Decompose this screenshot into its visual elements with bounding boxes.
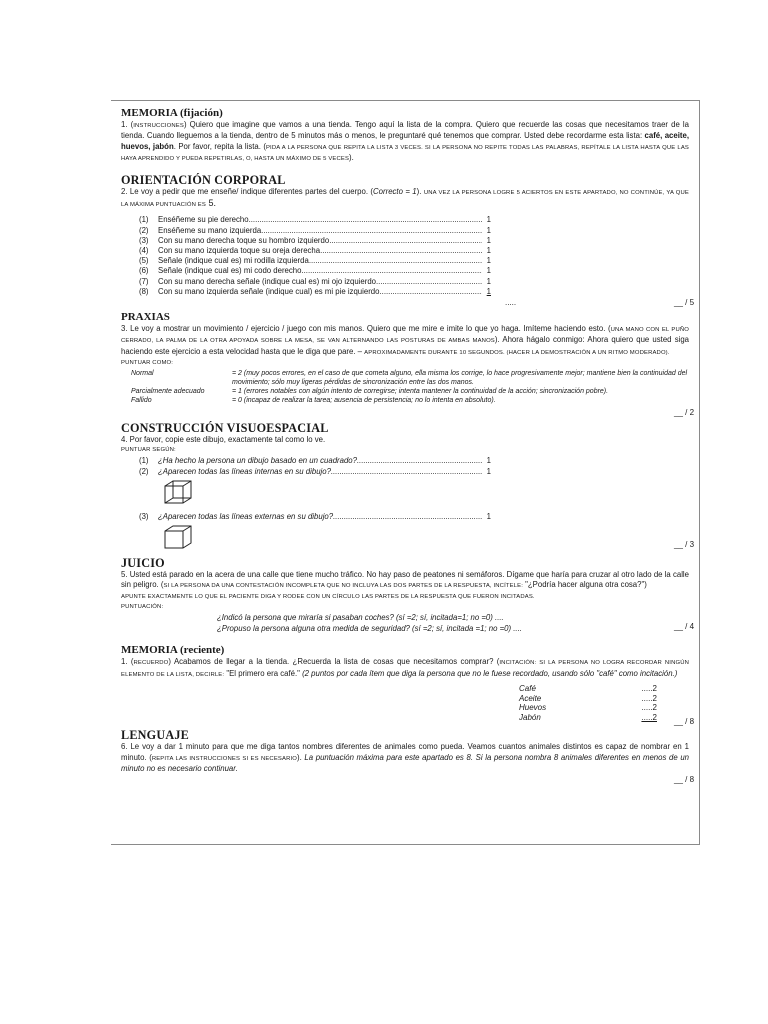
text-run: 3. Le voy a mostrar un movimiento / ejercicio / juego con mis manos. Quiero que me mire e imite lo que yo haga. Imíteme haciendo esto. (	[121, 323, 611, 333]
text-run: "El primero era café."	[224, 668, 303, 678]
leader-dots	[357, 456, 482, 466]
rating-label: Parcialmente adecuado	[131, 387, 205, 395]
section-title-orientacion: ORIENTACIÓN CORPORAL	[121, 172, 286, 187]
leader-dots	[320, 246, 482, 256]
item-number: (3)	[139, 235, 149, 245]
text-run: ).	[349, 153, 354, 163]
leader-dots	[333, 512, 482, 522]
item-text: Señale (indique cual es) mi rodilla izquierda.	[158, 256, 311, 266]
item-text: Enséñeme su mano izquierda	[158, 225, 262, 235]
list-item	[139, 456, 491, 466]
item-number: (7)	[139, 276, 149, 286]
item-points: 1	[486, 215, 491, 225]
item-number: (6)	[139, 266, 149, 276]
leader-dots	[304, 266, 482, 276]
recall-item-name: Aceite	[519, 693, 542, 703]
item-text: ¿Ha hecho la persona un dibujo basado en un cuadrado?	[158, 456, 357, 466]
item-text: Con su mano izquierda señale (indique cual) es mi pie izquierdo	[158, 286, 380, 296]
text-run: ) Acabamos de llegar a la tienda. ¿Recuerda la lista de cosas que necesitamos comprar? (	[168, 657, 500, 667]
item-number: (3)	[139, 512, 149, 522]
rating-description: = 2 (muy pocos errores, en el caso de que cometa alguno, ella misma los corrige, lo hace progresivamente mejor; mantiene bien la continuidad del movimiento; sólo muy ligeras pérdidas de sincronización entre las dos manos.	[232, 369, 688, 386]
item-number: (5)	[139, 256, 149, 266]
text-run: REPITA LAS INSTRUCCIONES SI ES NECESARIO	[151, 755, 297, 762]
list-item	[139, 236, 491, 246]
text-run: ).	[297, 752, 305, 762]
recall-item	[519, 694, 657, 704]
item-text: Señale (indique cual es) mi codo derecho.	[158, 266, 304, 276]
praxias-instructions	[121, 324, 689, 358]
rating-description: = 0 (incapaz de realizar la tarea; ausencia de persistencia; no lo intenta en absoluto).	[232, 396, 496, 404]
construccion-items	[139, 456, 491, 476]
item-points: 1	[486, 276, 491, 286]
list-item	[139, 266, 491, 276]
text-run: PIDA A LA PERSONA QUE REPITA LA LISTA 3 VECES. SI LA PERSONA NO REPITE TODAS LAS PALABRAS, REPÍTALE LA LISTA HASTA QUE LAS HAYA APRENDIDO Y PUEDA REPETIRLAS, O, HASTA UN MÁXIMO DE 5 VECES	[121, 144, 689, 163]
praxias-puntuar-label: PUNTUAR COMO:	[121, 360, 174, 367]
text-run: APROXIMADAMENTE DURANTE 10 SEGUNDOS. (HACER LA DEMOSTRACIÓN A UN RITMO MODERADO).	[364, 349, 670, 356]
item-points: 1	[486, 246, 491, 255]
item-text: Enséñeme su pie derecho	[158, 215, 249, 225]
item-number: (2)	[139, 225, 149, 235]
item-text: Con su mano derecha toque su hombro izquierdo	[158, 235, 330, 245]
text-run: . Por favor, repita la lista. (	[173, 141, 266, 151]
leader-dots	[378, 277, 482, 287]
text-run: UNA VEZ LA PERSONA LOGRE 5 ACIERTOS EN ESTE APARTADO, NO CONTINÚE, YA QUE LA MÁXIMA PUNTUACIÓN ES	[121, 189, 689, 209]
leader-dots	[261, 226, 482, 236]
text-run: La puntuación máxima para este apartado es 8. Si la persona nombra 8 animales diferentes en menos de un minuto no es necesario continuar.	[121, 752, 690, 774]
rating-row	[131, 396, 689, 405]
score-construccion: __ / 3	[674, 540, 695, 550]
recall-item-name: Huevos	[519, 703, 547, 713]
rating-label: Fallido	[131, 396, 152, 404]
text-run: INSTRUCCIONES	[133, 123, 184, 129]
recall-item-name: Café	[519, 684, 536, 693]
section-title-lenguaje: LENGUAJE	[121, 728, 189, 743]
recall-item-points: .....2	[641, 693, 657, 703]
construccion-puntuar-label: PUNTUAR SEGÚN:	[121, 446, 176, 453]
recall-item	[519, 703, 657, 713]
juicio-note: APUNTE EXACTAMENTE LO QUE EL PACIENTE DIGA Y RODEE CON UN CÍRCULO LAS PARTES DE LA RESPUESTA QUE FUERON INCITADAS.	[121, 593, 535, 600]
rating-description: = 1 (errores notables con algún intento de corregirse; intenta mantener la continuidad de la acción; sincronización pobre).	[232, 387, 609, 395]
item-text: ¿Aparecen todas las líneas externas en su dibujo?	[158, 512, 334, 522]
memoria-reciente-instructions	[121, 657, 689, 680]
document-content	[121, 107, 695, 787]
item-points: 1	[486, 456, 491, 466]
shopping-list-words: café, aceite, huevos, jabón	[121, 131, 689, 151]
item-number: (8)	[139, 286, 149, 296]
item-number: (1)	[139, 456, 149, 466]
text-run: 1. (	[121, 657, 134, 667]
text-run: RECUERDO	[133, 660, 169, 667]
recall-item-points: .....2	[641, 703, 657, 713]
rating-row	[131, 387, 689, 396]
item-points: 1	[486, 286, 491, 296]
score-memoria-reciente: __ / 8	[674, 717, 695, 726]
orientacion-items	[139, 215, 491, 297]
list-item	[139, 287, 491, 297]
text-run: 2. Le voy a pedir que me enseñe/ indique diferentes partes del cuerpo. (	[121, 186, 374, 196]
juicio-question-1: ¿Indicó la persona que miraría si pasaban coches? (sí =2; sí, incitada=1; no =0) ....	[217, 613, 504, 623]
list-item	[139, 226, 491, 236]
section-title-memoria-fijacion: MEMORIA (fijación)	[121, 107, 223, 119]
text-run: 1. (	[121, 120, 134, 129]
recall-list	[519, 684, 657, 722]
text-run: ).	[416, 186, 424, 196]
text-run: 5. Usted está parado en la acera de una calle que tiene mucho tráfico. No hay paso de peatones ni semáforos. Dígame que haría para cruzar al otro lado de la calle sin peligro. (	[121, 569, 689, 590]
score-orientacion: __ / 5	[674, 297, 695, 307]
item-text: ¿Aparecen todas las líneas internas en su dibujo?	[158, 466, 331, 476]
orientacion-dots: .....	[505, 297, 517, 307]
recall-item-name: Jabón	[519, 712, 541, 722]
score-praxias: __ / 2	[674, 407, 695, 417]
recall-item-points: .....2	[641, 684, 657, 693]
list-item	[139, 512, 491, 522]
leader-dots	[311, 256, 482, 266]
text-run: ) Quiero que imagine que vamos a una tienda. Tengo aquí la lista de la compra. Quiero que recuerde las cosas que necesitamos traer de la tienda. Cuando lleguemos a la tienda, dentro de 5 minutos más o menos, le preguntaré qué tenemos que comprar. Usted debe recordarme esta lista:	[121, 120, 689, 141]
text-run: "¿Podría hacer alguna otra cosa?")	[522, 580, 647, 590]
leader-dots	[331, 467, 482, 477]
juicio-puntuacion-label: PUNTUACIÓN:	[121, 603, 164, 610]
text-run: (2 puntos por cada ítem que diga la persona que no le fuese recordado, usando sólo "café" como incitación.)	[302, 668, 678, 678]
list-item	[139, 256, 491, 266]
section-title-juicio: JUICIO	[121, 555, 165, 570]
section-title-praxias: PRAXIAS	[121, 310, 170, 323]
recall-item	[519, 684, 657, 694]
item-points: 1	[486, 225, 491, 235]
item-points: 1	[486, 466, 491, 476]
section-title-memoria-reciente: MEMORIA (reciente)	[121, 644, 225, 657]
construccion-items-2	[139, 512, 491, 522]
score-lenguaje: __ / 8	[674, 774, 695, 784]
cube-drawing-internal-lines	[163, 479, 195, 505]
rating-row	[131, 369, 689, 387]
list-item	[139, 215, 491, 225]
score-juicio: __ / 4	[674, 622, 695, 632]
text-run: UNA MANO CON EL PUÑO CERRADO, LA PALMA DE LA OTRA APOYADA SOBRE LA MESA, SE VAN ALTERNANDO LAS POSTURAS DE AMBAS MANOS	[121, 326, 689, 345]
leader-dots	[329, 236, 482, 246]
orientacion-instructions	[121, 187, 689, 211]
juicio-question-2: ¿Propuso la persona alguna otra medida de seguridad? (sí =2; sí, incitada =1; no =0) ....	[217, 623, 522, 633]
praxias-ratings	[131, 369, 689, 405]
rating-label: Normal	[131, 369, 154, 377]
cube-drawing-external-lines	[163, 524, 195, 550]
recall-item-points: .....2	[641, 712, 657, 722]
item-number: (2)	[139, 466, 149, 476]
juicio-instructions	[121, 570, 689, 592]
leader-dots	[249, 215, 482, 225]
memoria-fijacion-instructions	[121, 120, 689, 165]
text-run: Correcto = 1	[373, 186, 417, 196]
recall-item	[519, 713, 657, 723]
item-number: (4)	[139, 246, 149, 255]
text-run: ). Ahora hágalo conmigo: Ahora quiero que usted siga haciendo este ejercicio a esta velocidad hasta que le diga que pare. –	[121, 335, 689, 356]
item-text: Con su mano derecha señale (indique cual es) mi ojo izquierdo.	[158, 276, 379, 286]
text-run: INCITACIÓN: SI LA PERSONA NO LOGRA RECORDAR NINGÚN ELEMENTO DE LA LISTA, DECIRLE:	[121, 660, 690, 678]
item-points: 1	[486, 266, 491, 276]
item-points: 1	[486, 235, 491, 245]
item-text: Con su mano izquierda toque su oreja derecha	[158, 246, 321, 255]
section-title-construccion: CONSTRUCCIÓN VISUOESPACIAL	[121, 420, 329, 435]
list-item	[139, 467, 491, 477]
lenguaje-instructions	[121, 742, 689, 774]
list-item	[139, 277, 491, 287]
list-item	[139, 246, 491, 256]
document-page	[111, 100, 700, 845]
leader-dots	[379, 287, 482, 297]
text-run: 5.	[205, 198, 216, 209]
text-run: SI LA PERSONA DA UNA CONTESTACIÓN INCOMPLETA QUE NO INCLUYA LAS DOS PARTES DE LA RESPUESTA, INCÍTELE:	[163, 583, 523, 590]
item-points: 1	[486, 256, 491, 266]
construccion-instructions: 4. Por favor, copie este dibujo, exactamente tal como lo ve.	[121, 434, 326, 444]
item-number: (1)	[139, 215, 149, 225]
text-run: 6. Le voy a dar 1 minuto para que me diga tantos nombres diferentes de animales como pueda. Veamos cuantos animales distintos es capaz de nombrar en 1 minuto. (	[121, 742, 689, 762]
item-points: 1	[486, 512, 491, 522]
